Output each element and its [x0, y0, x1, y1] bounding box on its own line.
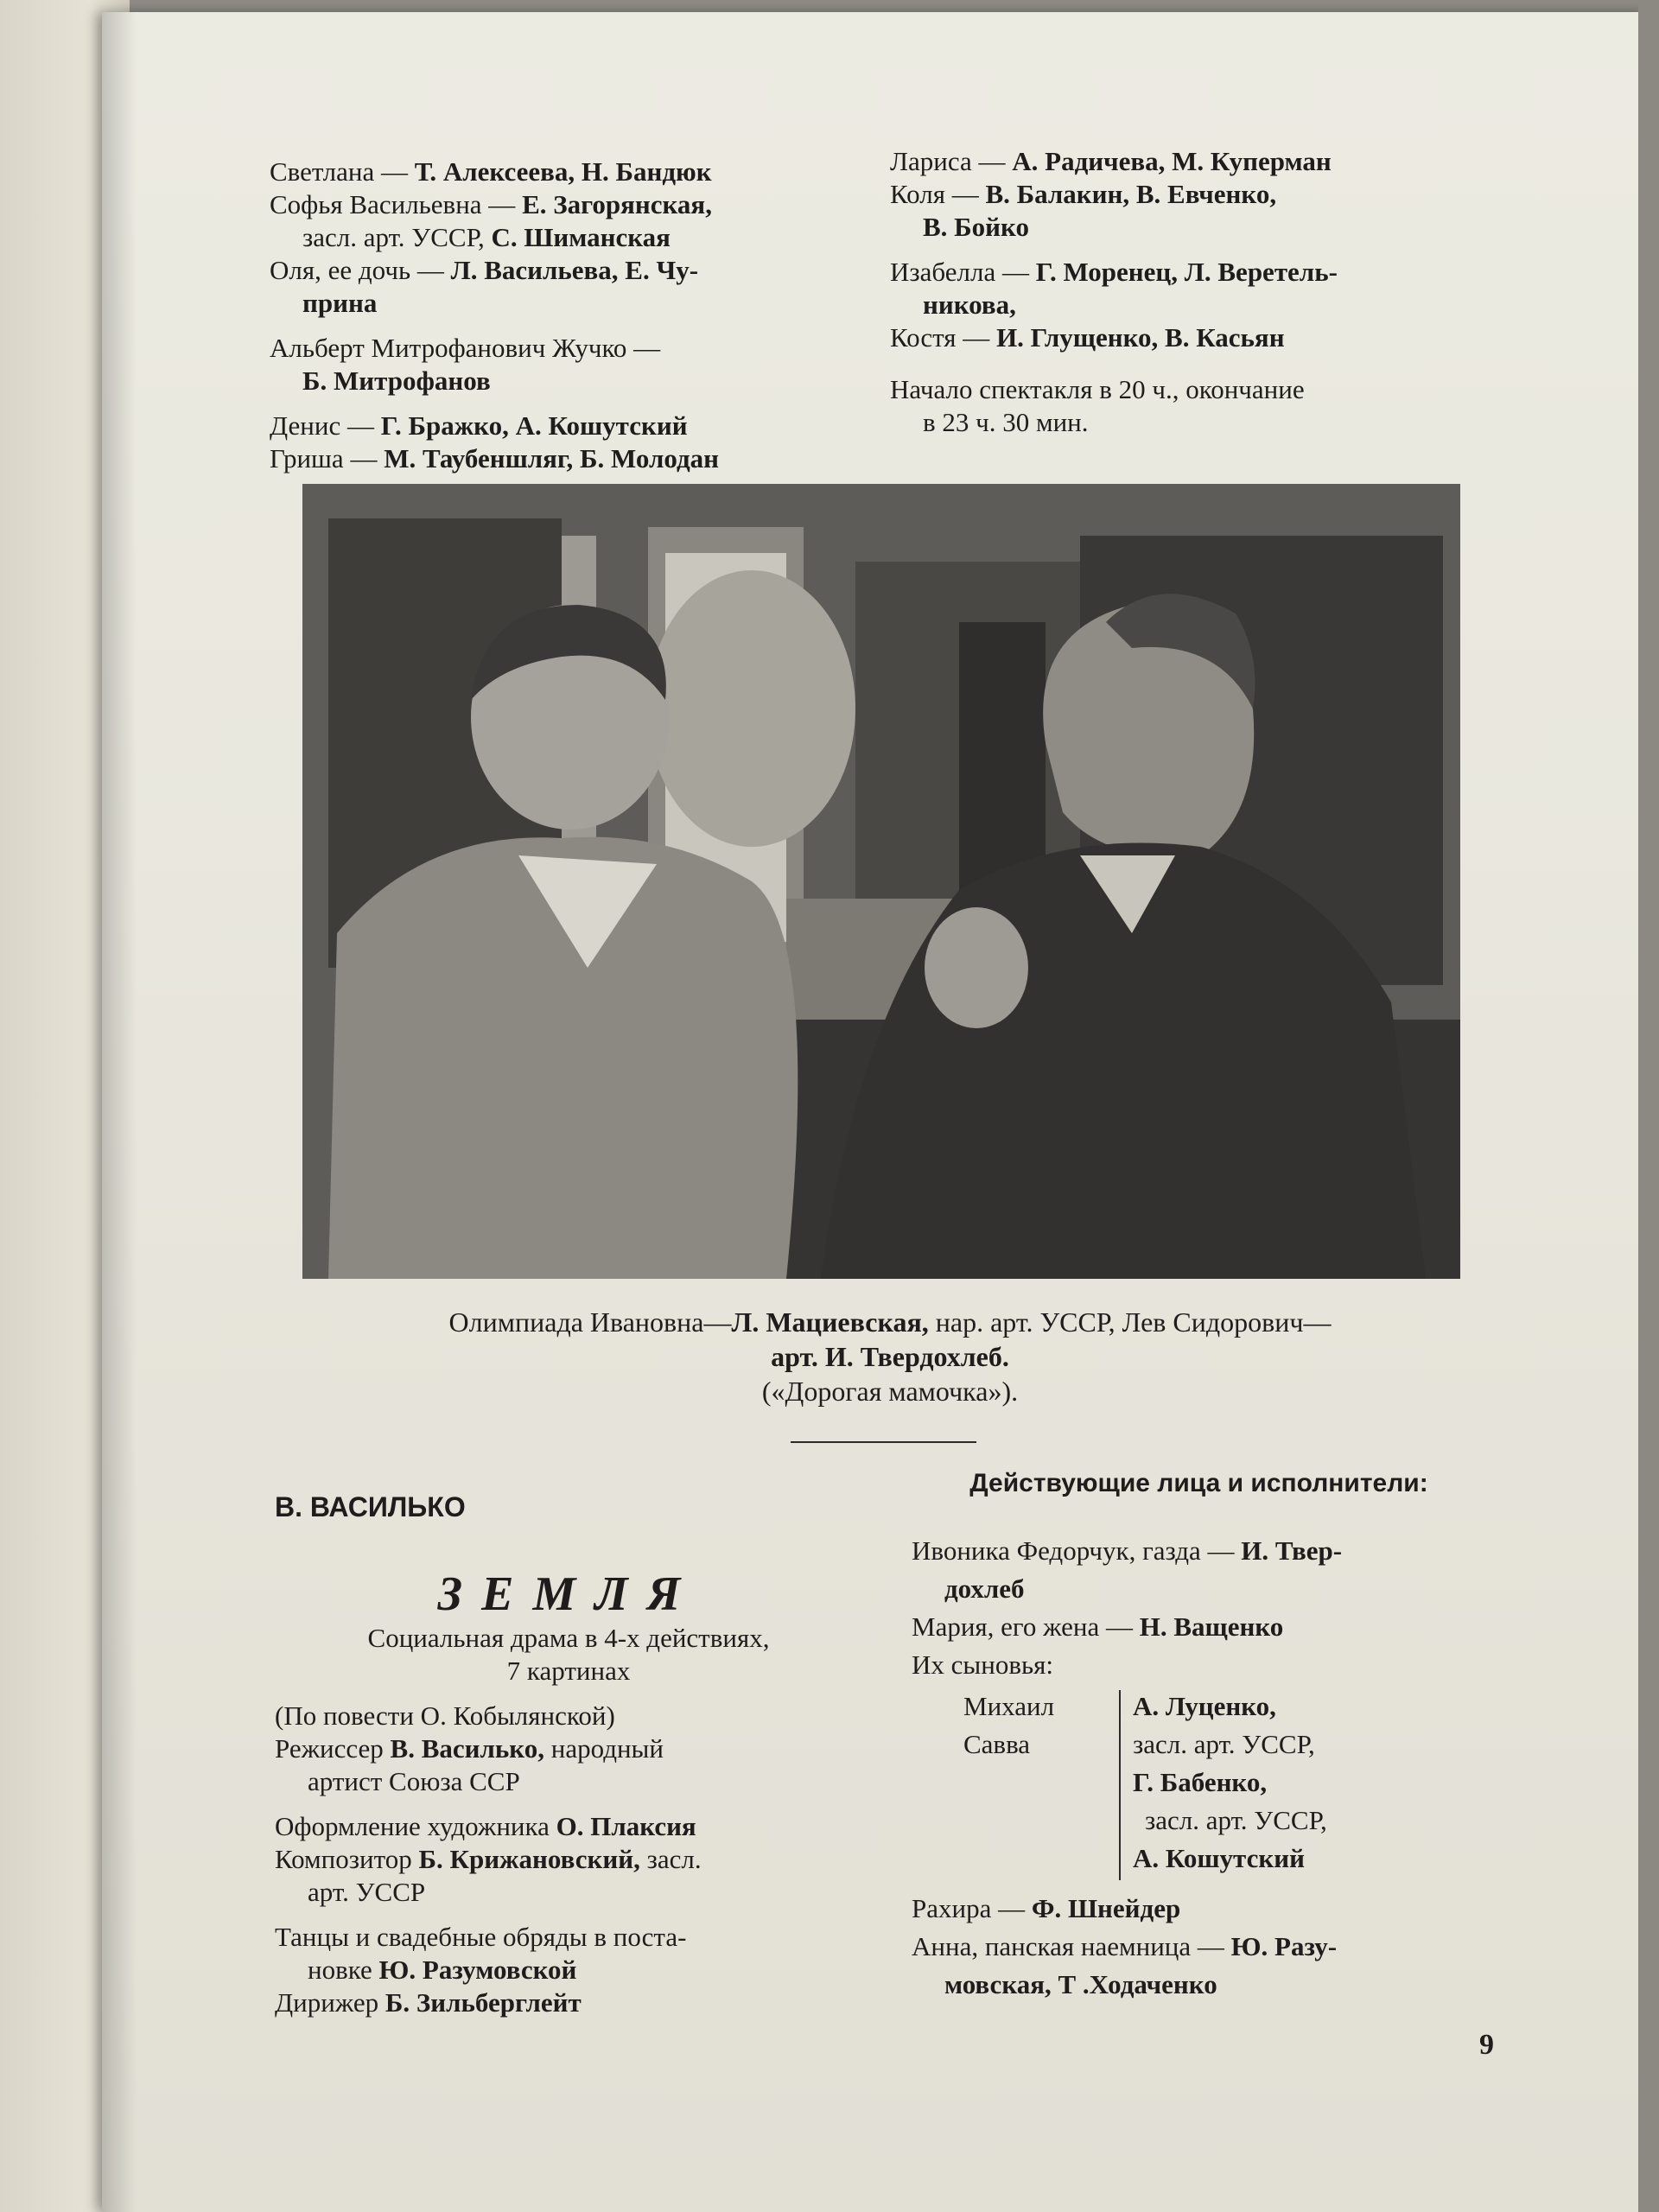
- cast-line: Софья Васильевна — Е. Загорянская,: [270, 189, 712, 219]
- credit-director: Режиссер В. Василько, народный: [275, 1733, 664, 1764]
- sons-names: [912, 1690, 1119, 1880]
- cast-line: Лариса — А. Радичева, М. Куперман: [890, 146, 1332, 176]
- cast-line: Изабелла — Г. Моренец, Л. Веретель-: [890, 257, 1338, 287]
- characters-heading: Действующие лица и исполнители:: [969, 1469, 1428, 1497]
- son-name: Савва: [963, 1729, 1031, 1759]
- sons-actors: [1119, 1690, 1327, 1880]
- credit-dances: Танцы и свадебные обряды в поста-: [275, 1922, 687, 1952]
- play-genre: Социальная драма в 4-х действиях,: [367, 1623, 770, 1653]
- play-source: (По повести О. Кобылянской): [275, 1700, 615, 1731]
- cast-line: засл. арт. УССР, С. Шиманская: [302, 222, 671, 252]
- page-number: 9: [1479, 2029, 1494, 2061]
- background-edge: [1638, 0, 1659, 2212]
- sons-label: Их сыновья:: [912, 1649, 1053, 1680]
- son-name: Михаил: [963, 1691, 1055, 1721]
- character-line: Мария, его жена — Н. Ващенко: [912, 1611, 1284, 1642]
- performance-end-time: в 23 ч. 30 мин.: [923, 407, 1089, 437]
- credit-dances-name: новке Ю. Разумовской: [308, 1955, 577, 1985]
- character-line: дохлеб: [944, 1573, 1025, 1604]
- cast-line: прина: [302, 288, 378, 318]
- play-genre-scenes: 7 картинах: [506, 1656, 631, 1686]
- cast-line: Костя — И. Глущенко, В. Касьян: [890, 322, 1285, 353]
- son-actor-title: засл. арт. УССР,: [1133, 1729, 1315, 1759]
- character-line: Рахира — Ф. Шнейдер: [912, 1893, 1181, 1923]
- cast-line: Светлана — Т. Алексеева, Н. Бандюк: [270, 156, 712, 187]
- credit-composer-title: арт. УССР: [308, 1877, 426, 1907]
- play-author: В. ВАСИЛЬКО: [275, 1491, 466, 1522]
- cast-line: Гриша — М. Таубеншляг, Б. Молодан: [270, 443, 719, 474]
- page-fold-shadow: [102, 12, 137, 2212]
- character-line: Анна, панская наемница — Ю. Разу-: [912, 1931, 1338, 1961]
- section-divider: [791, 1441, 976, 1443]
- character-line: Ивоника Федорчук, газда — И. Твер-: [912, 1535, 1343, 1566]
- cast-list-left: [270, 156, 857, 475]
- cast-line: Оля, ее дочь — Л. Васильева, Е. Чу-: [270, 255, 699, 285]
- cast-line: Коля — В. Балакин, В. Евченко,: [890, 179, 1277, 209]
- photo-caption: [294, 1305, 1486, 1408]
- credit-conductor: Дирижер Б. Зильберглейт: [275, 1987, 582, 2018]
- play-credits: [275, 1491, 862, 2019]
- credit-composer: Композитор Б. Крижановский, засл.: [275, 1844, 702, 1874]
- son-actor-title: засл. арт. УССР,: [1145, 1805, 1327, 1835]
- son-actor: А. Луценко,: [1133, 1691, 1276, 1721]
- cast-line: Б. Митрофанов: [302, 365, 491, 396]
- credit-director-title: артист Союза ССР: [308, 1766, 520, 1796]
- cast-line: никова,: [923, 289, 1016, 320]
- cast-line: В. Бойко: [923, 212, 1029, 242]
- caption-line: арт. И. Твердохлеб.: [771, 1341, 1009, 1372]
- performance-time: Начало спектакля в 20 ч., окончание: [890, 374, 1305, 404]
- cast-line: Денис — Г. Бражко, А. Кошутский: [270, 410, 688, 441]
- son-actor: Г. Бабенко,: [1133, 1767, 1268, 1797]
- production-photo: [302, 484, 1460, 1279]
- cast-list-right: [890, 145, 1465, 439]
- caption-line: Олимпиада Ивановна—Л. Мациевская, нар. арт. УССР, Лев Сидорович—: [448, 1306, 1332, 1338]
- son-actor: А. Кошутский: [1133, 1843, 1305, 1873]
- play-title: ЗЕМЛЯ: [437, 1567, 700, 1621]
- photo-illustration: [302, 484, 1460, 1279]
- cast-line: Альберт Митрофанович Жучко —: [270, 333, 661, 363]
- credit-design: Оформление художника О. Плаксия: [275, 1811, 696, 1841]
- sons-block: [912, 1690, 1486, 1880]
- caption-play-title: («Дорогая мамочка»).: [761, 1376, 1019, 1407]
- characters-list: [912, 1467, 1486, 2006]
- character-line: мовская, Т .Ходаченко: [944, 1969, 1217, 1999]
